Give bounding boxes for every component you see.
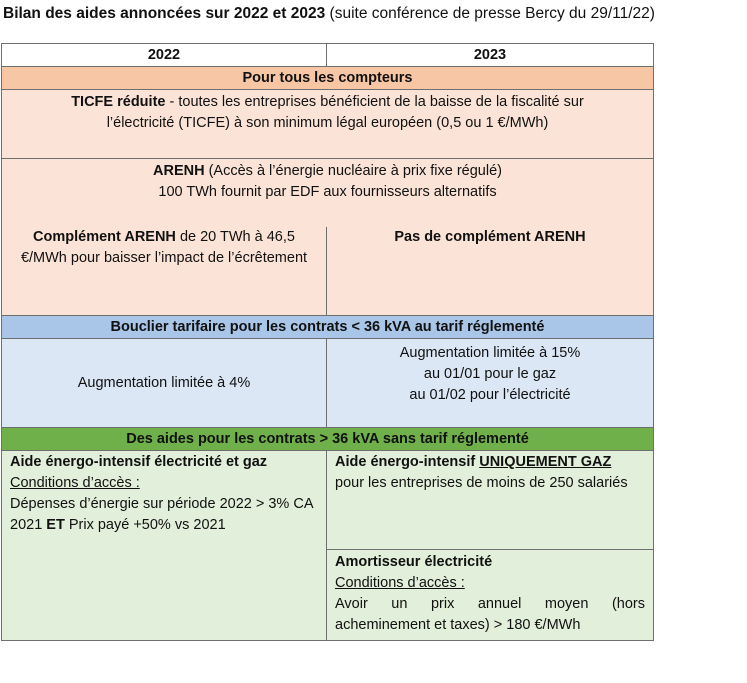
arenh-cell: [2, 159, 654, 228]
shield-2022-cell: Augmentation limitée à 4%: [2, 339, 327, 428]
aid-2023-elec-cell: [327, 550, 654, 641]
aid-2023-elec-conditions: Conditions d’accès :: [335, 575, 465, 591]
page-title-subtitle: (suite conférence de presse Bercy du 29/11/22): [325, 5, 655, 22]
section-shield-heading: Bouclier tarifaire pour les contrats < 36 kVA au tarif réglementé: [2, 316, 654, 339]
section-aid-heading: Des aides pour les contrats > 36 kVA sans tarif réglementé: [2, 428, 654, 451]
arenh-complement-row: [2, 227, 654, 316]
aid-2022-title: Aide énergo-intensif électricité et gaz: [10, 454, 268, 470]
section-aid-row: [2, 428, 654, 451]
arenh-line1: (Accès à l’énergie nucléaire à prix fixe régulé): [204, 163, 502, 179]
shield-2023-line3: au 01/02 pour l’électricité: [409, 386, 571, 403]
aid-2023-gas-title: Aide énergo-intensif: [335, 454, 480, 470]
shield-values-row: [2, 339, 654, 428]
arenh-2022-bold: Complément ARENH: [33, 229, 176, 245]
ticfe-row: [2, 90, 654, 159]
section-all-meters-row: [2, 67, 654, 90]
aid-2023-elec-title: Amortisseur électricité: [335, 554, 493, 570]
aid-2023-gas-text: pour les entreprises de moins de 250 salariés: [335, 475, 628, 491]
shield-2023-cell: [327, 339, 654, 428]
aid-2023-elec-text: Avoir un prix annuel moyen (hors acheminement et taxes) > 180 €/MWh: [335, 596, 645, 633]
shield-2023-line1: Augmentation limitée à 15%: [399, 344, 581, 361]
arenh-2022-cell: [2, 227, 327, 316]
aid-2022-text1: Dépenses d’énergie sur période 2022 > 3% CA 2021: [10, 496, 313, 533]
aid-2022-text2: Prix payé +50% vs 2021: [64, 517, 226, 533]
aid-summary-table: [1, 43, 654, 641]
arenh-row: [2, 159, 654, 228]
aid-2023-gas-title-underlined: UNIQUEMENT GAZ: [479, 454, 612, 470]
arenh-bold: ARENH: [153, 163, 205, 179]
year-header-row: [2, 44, 654, 67]
header-2022: 2022: [2, 44, 327, 67]
shield-2023-line2: au 01/01 pour le gaz: [423, 365, 557, 382]
ticfe-text: - toutes les entreprises bénéficient de la baisse de la fiscalité sur l’électricité (TICFE) à son minimum légal européen (0,5 ou 1 €/MWh): [106, 94, 584, 131]
aid-2022-cell: [2, 451, 327, 641]
aid-2023-gas-cell: [327, 451, 654, 550]
section-all-meters-heading: Pour tous les compteurs: [2, 67, 654, 90]
ticfe-bold: TICFE réduite: [71, 94, 166, 110]
arenh-2022-text: de 20 TWh à 46,5 €/MWh pour baisser l’impact de l’écrêtement: [20, 229, 308, 266]
aid-row-1: [2, 451, 654, 550]
header-2023: 2023: [327, 44, 654, 67]
section-shield-row: [2, 316, 654, 339]
arenh-line2: 100 TWh fournit par EDF aux fournisseurs alternatifs: [158, 184, 497, 200]
aid-2022-et: ET: [46, 517, 65, 533]
page-title: [3, 4, 743, 24]
ticfe-cell: [2, 90, 654, 159]
arenh-2023-cell: Pas de complément ARENH: [327, 227, 654, 316]
page-title-bold: Bilan des aides annoncées sur 2022 et 2023: [3, 5, 326, 22]
aid-2022-conditions: Conditions d’accès :: [10, 475, 140, 491]
